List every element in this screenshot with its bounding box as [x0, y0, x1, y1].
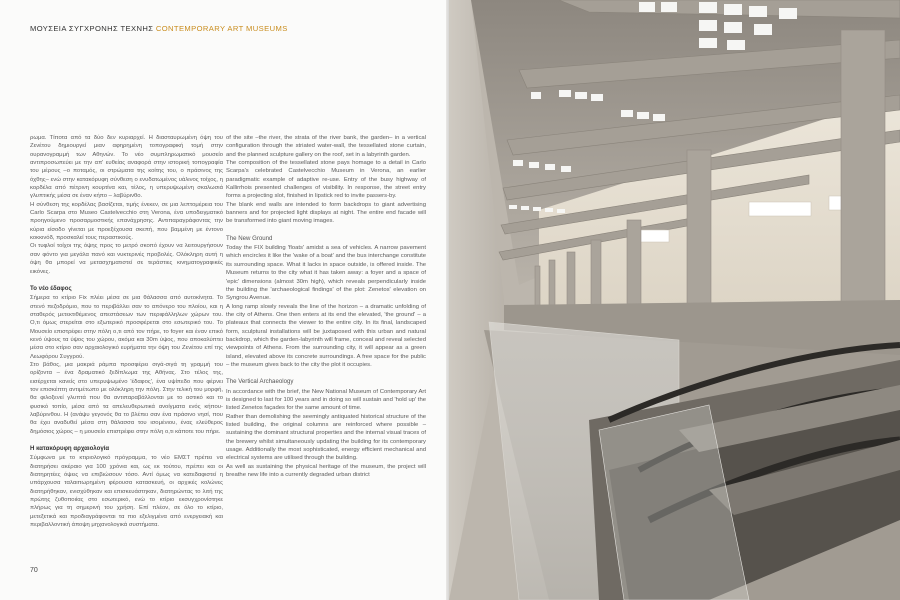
- english-paragraph: of the site –the river, the strata of the river bank, the garden– in a vertical configuration through the striated water-wall, the tessellated stone curtain, and the planned sculpture gallery on the roof, set in a labyrinth garden.: [226, 135, 426, 158]
- greek-paragraph: Η σύνθεση της κορδέλας βασίζεται, τιμής ένεκεν, σε μια λεπτομέρεια του Carlo Scarpa στο Museo Castelvecchio στη Verona, ένα υποδειγματικό προηγούμενο προσαρμοστικής επανάχρησης. Αντιπαραγράφοντας την κύρια είσοδο γίνεται με προεξέχουσα σκεπή, που βαμμένη με έντονο κοκκινόδ, προσκαλεί τους περαστικούς.: [30, 201, 223, 242]
- greek-text-column: [30, 134, 223, 529]
- greek-paragraph: Στο βάθος, μια μακριά ράμπα προσφέρει σιγά-σιγά τη γραμμή του ορίζοντα – ένα δραματικό ξεδίπλωμα της Αθήνας. Στο τέλος της, εισέρχεται κανείς στο υπερυψωμένο 'έδαφος', ένα υψίπεδο που φέρνει τον επισκέπτη αντιμέτωπο με ολόκληρη την πόλη. Στην τελική του μορφή, θα φιλοξενεί γλυπτά που θα αντιπαραβάλλονται με το αστικό και το φυσικό τοπίο, μέσα από τα απελευθερωτικά ανοίγματα ενός κήπου-λαβύρινθου. Η (ανάψυ γεγονός θα το βλέπει σαν ένα πράσινο νησί, που θα έχει αναδυθεί μέσα στη θάλασσα του ισομένιου, ένας ελεύθερος δημόσιος χώρος – η μουσείο επιστρέφει στην πόλη ο,τι κάποτε του πήρε.: [30, 361, 223, 435]
- english-text-column: [226, 134, 426, 479]
- english-paragraph: A long ramp slowly reveals the line of the horizon – a dramatic unfolding of the city of Athens. One then enters at its end the elevated, 'the ground' – a plateaux that connects the viewer to the entire city. In its final, landscaped form, sculptural installations will be juxtaposed with this urban and natural backdrop, which the garden-labyrinth will frame, conceal and reveal selected viewpoints of Athens. From the surrounding city, it will appear as a green island, elevated above its concrete surroundings. A free space for the public – the museum gives back to the city the plot it occupies.: [226, 303, 426, 368]
- english-heading-new-ground: The New Ground: [226, 234, 273, 242]
- atrium-illustration: [449, 0, 900, 600]
- greek-paragraph: Σύμφωνα με το κτιριολογικό πρόγραμμα, το νέο ΕΜΣΤ πρέπει να διατηρήσει ακέραιο για 100 χρόνια και, ως εκ τούτου, πρέπει και οι διατηρητέες όψεις να επιβιώσουν τόσο. Αντί όμως να κατεδαφιστεί η υπάρχουσα ταλαιπωρημένη φέρουσα κατασκευή, οι αρχικές κολώνες διατηρήθηκαν, ενισχύθηκαν και επισκευάστηκαν, διατηρώντας το λιτή της πρώτης ζυθοποιίας στο εσωτερικό, ενώ το κτίριο εκσυγχρονίστηκε πλήρως για τη σημερινή του χρήση. Επί πλέον, σε όλο το κτίριο, μετεξετικά και προδιαγράφονται τα πιο εξελιγμένα από ενεργειακή και περιβαλλοντική άποψη μηχανολογικά συστήματα.: [30, 455, 223, 529]
- english-paragraph: The composition of the tessellated stone pays homage to a detail in Carlo Scarpa's celebrated Castelvecchio Museum in Verona, an earlier paradigmatic example of adaptive re-use. Entry of the busy highway of Kallirrhois presented challenges of visibility. In response, the street entry forms a projecting slot, finished in lipstick red to invite passers-by.: [226, 160, 426, 200]
- greek-paragraph: Οι τυφλοί τοίχοι της όψης προς το μετρό σκοπό έχουν να λειτουργήσουν σαν φόντο για μεγάλα πανό και νυκτερινές προβολές. Ολόκληρη αυτή η όψη θα μπορεί να μετασχηματιστεί σε τεράστιες κινηματογραφικές εικόνες.: [30, 243, 223, 275]
- museum-atrium-photo: [449, 0, 900, 600]
- english-paragraph: As well as sustaining the physical heritage of the museum, the project will breathe new life into a currently degraded urban district: [226, 463, 426, 479]
- running-head: [30, 24, 288, 33]
- english-paragraph: Today the FIX building 'floats' amidst a sea of vehicles. A narrow pavement which encircles it like the 'wake of a boat' and the bus interchange constitute its surrounding space. What it lacks in space outside, is offered inside. The Museum returns to the city what it has taken away: a foyer and a space of 'epic' dimensions (almost 30m high), which reveals perpendicularly inside the building the 'archaeological findings' of the plot: Zenetos' elevation on Syngrou Avenue.: [226, 245, 426, 302]
- english-paragraph: The blank end walls are intended to form backdrops to giant advertising banners and for projected light displays at night. The entire end facade will be transformed into giant moving images.: [226, 201, 426, 225]
- english-heading-vertical-archaeology: The Vertical Archaeology: [226, 378, 294, 386]
- english-paragraph: Rather than demolishing the seemingly antiquated historical structure of the listed building, the original columns are reinforced where possible – sustaining the dominant structural properties and the internal visual traces of the brewery whilst simultaneously updating the building for its contemporary usage. Additionally the most sophisticated, energy efficient mechanical and electrical systems are utilised through the building.: [226, 413, 426, 462]
- left-page: [0, 0, 448, 600]
- section-title-english: CONTEMPORARY ART MUSEUMS: [155, 24, 288, 33]
- greek-paragraph: Σήμερα το κτίριο Fix πλέει μέσα σε μια θάλασσα από αυτοκίνητα. Το στενό πεζοδρόμιο, που το περιβάλλει σαν το απόνερο του πλοίου, και η σταθερός μετεκτιθέμενος απεστάσεων των περιφάλληλων χώρων του. Ο,τι όμως στερείται στο εξωτερικό προσφέρεται στο εσωτερικό του. Το Μουσείο επιστρέφει στην πόλη ο,τι από τον πήρε, το foyer και έναν επικό κενό ύψους τα ύψος του χώρου, ακόμα και 30m ύψος, που αποκαλύπτει μέσα στο κτίριο σαν αρχαιολογικό ευρήματα την όψη του Ζενέτου επί της Λεωφόρου Συγγρού.: [30, 295, 223, 360]
- section-title-greek: ΜΟΥΣΕΙΑ ΣΥΓΧΡΟΝΗΣ ΤΕΧΝΗΣ: [30, 24, 154, 33]
- greek-heading-new-ground: Το νέο έδαφος: [30, 284, 72, 292]
- greek-paragraph: ρωμα. Τίποτα από τα δύο δεν κυριαρχεί. Η διασταυρωμένη όψη του Ζενέτου δημιουργεί μιαν αφηρημένη τοπογραφική τομή στην ουρανογραμμή των Αθηνών. Το νέο συμπληρωματικό μουσείο αντιπροσωπεύει με την απ' ευθείας αναφορά στην ιστορική τοπογραφία του μέρους –ο ποταμός, οι στρώματα της κοίτης του, ο πράσινος της όχθης– ενώ στην κατακόρυφη σύνθεση ο ενυδατωμένος υάλινος τοίχος, η κορδέλα από πέτρινη κουρτίνα και, τέλος, η υπερυψωμένη σκαλωσιά γλυπτικής μέσα σε έναν κήπο – λαβύρινθο.: [30, 135, 223, 200]
- page-number: 70: [30, 567, 38, 574]
- greek-heading-vertical-archaeology: Η κατακόρυφη αρχαιολογία: [30, 445, 110, 453]
- english-paragraph: In accordance with the brief, the New National Museum of Contemporary Art is designed to last for 100 years and in doing so will sustain and 'hold up' the listed Zenetos façades for the same amount of time.: [226, 388, 426, 412]
